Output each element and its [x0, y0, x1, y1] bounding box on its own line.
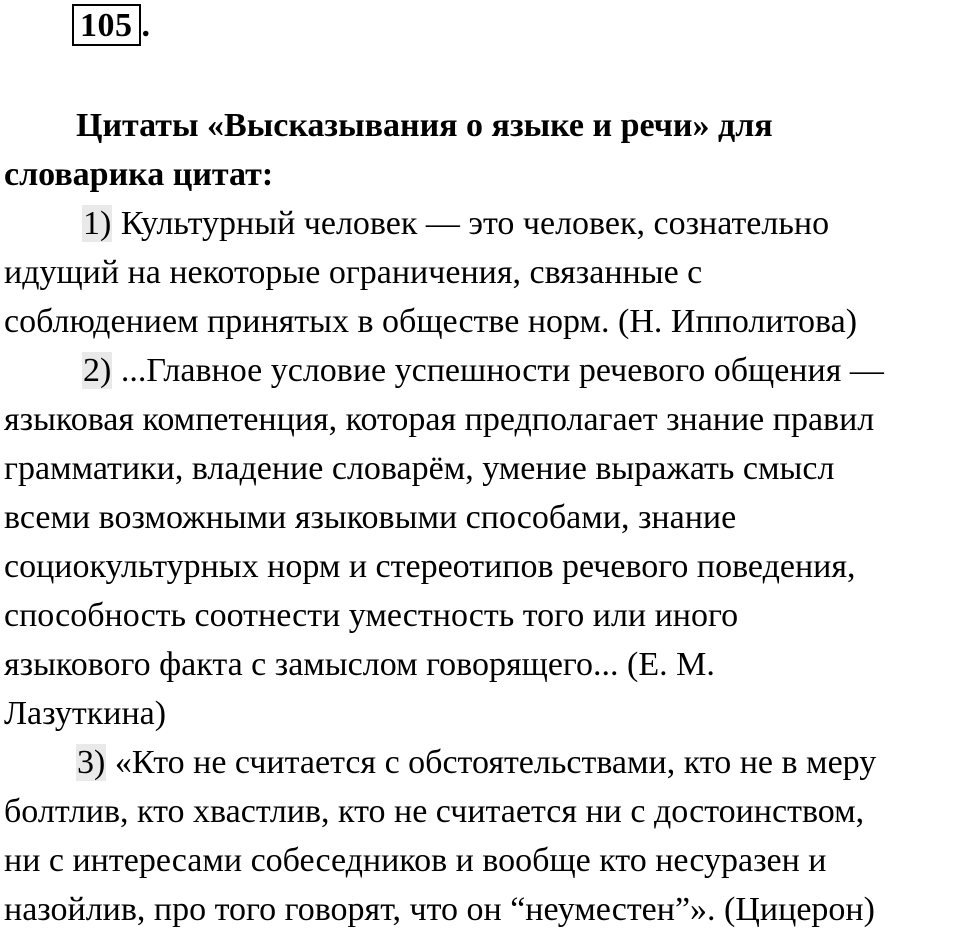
quote-text: ни с интересами собеседников и вообще кто несуразен и [4, 842, 827, 879]
heading-line: Цитаты «Высказывания о языке и речи» для [76, 107, 773, 144]
quote-text: идущий на некоторые ограничения, связанные с [4, 254, 703, 291]
task-number-box: 105 [72, 4, 141, 46]
quote-text: «Кто не считается с обстоятельствами, кто не в меру [106, 744, 877, 781]
quote-item [4, 346, 956, 738]
quote-item [4, 738, 956, 934]
quote-first-line [4, 738, 956, 787]
quote-item [4, 199, 956, 346]
quote-text: всеми возможными языковыми способами, знание [4, 499, 737, 536]
quote-text: болтлив, кто хвастлив, кто не считается ни с достоинством, [4, 793, 865, 830]
quote-text: способность соотнести уместность того или иного [4, 597, 739, 634]
quote-text: языковая компетенция, которая предполагает знание правил [4, 401, 875, 438]
quote-text: Культурный человек — это человек, сознательно [112, 205, 830, 242]
section-heading [4, 101, 956, 199]
task-number-label [72, 4, 150, 46]
task-number-dot: . [141, 7, 150, 44]
quote-first-line [4, 346, 956, 395]
quote-number: 3) [77, 744, 106, 781]
quote-text: соблюдением принятых в обществе норм. (Н. Ипполитова) [4, 303, 858, 340]
quote-text: Лазуткина) [4, 695, 167, 732]
quote-text: ...Главное условие успешности речевого общения — [112, 352, 884, 389]
heading-line: словарика цитат: [4, 156, 274, 193]
quote-number: 2) [83, 352, 112, 389]
quote-text: социокультурных норм и стереотипов речевого поведения, [4, 548, 856, 585]
quote-text: языкового факта с замыслом говорящего... (Е. М. [4, 646, 715, 683]
quote-text: грамматики, владение словарём, умение выражать смысл [4, 450, 835, 487]
quote-text: назойлив, про того говорят, что он “неуместен”». (Цицерон) [4, 891, 875, 928]
quote-number: 1) [83, 205, 112, 242]
document-body [4, 101, 956, 934]
quote-first-line [4, 199, 956, 248]
